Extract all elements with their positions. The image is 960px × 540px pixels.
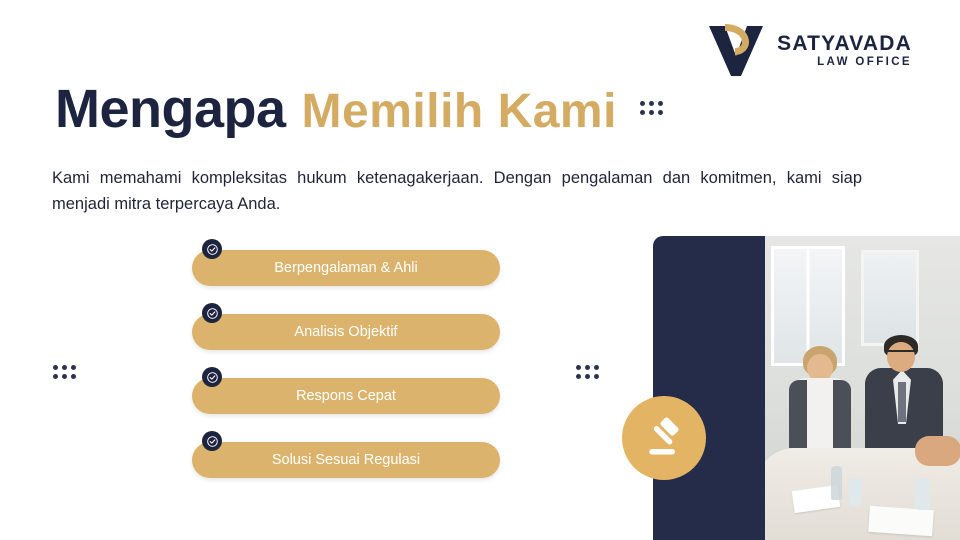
check-circle-icon — [202, 367, 222, 387]
page-title-accent: Memilih Kami — [301, 85, 617, 138]
media-panel — [653, 236, 960, 540]
feature-pill[interactable]: Respons Cepat — [192, 378, 500, 414]
brand-name: SATYAVADA — [777, 32, 912, 56]
feature-pill[interactable]: Solusi Sesuai Regulasi — [192, 442, 500, 478]
list-item[interactable] — [192, 250, 512, 286]
satyavada-v-monogram-icon — [705, 22, 767, 80]
meeting-photo — [765, 236, 960, 540]
subtitle-text: Kami memahami kompleksitas hukum ketenagakerjaan. Dengan pengalaman dan komitmen, kami siap menjadi mitra terpercaya Anda. — [52, 169, 862, 213]
check-circle-icon — [202, 431, 222, 451]
page-title-primary: Mengapa — [55, 79, 286, 139]
list-item[interactable] — [192, 314, 512, 350]
brand-logo-text — [777, 33, 912, 69]
list-item[interactable] — [192, 378, 512, 414]
list-item[interactable] — [192, 442, 512, 478]
brand-subtitle: LAW OFFICE — [817, 56, 912, 69]
gavel-icon — [622, 396, 706, 480]
feature-pill[interactable]: Berpengalaman & Ahli — [192, 250, 500, 286]
feature-pill[interactable]: Analisis Objektif — [192, 314, 500, 350]
dot-grid-icon — [640, 101, 663, 115]
feature-list — [192, 250, 512, 506]
check-circle-icon — [202, 239, 222, 259]
page-title — [55, 78, 617, 140]
dot-grid-icon — [576, 365, 599, 379]
brand-logo — [705, 22, 912, 80]
check-circle-icon — [202, 303, 222, 323]
dot-grid-icon — [53, 365, 76, 379]
